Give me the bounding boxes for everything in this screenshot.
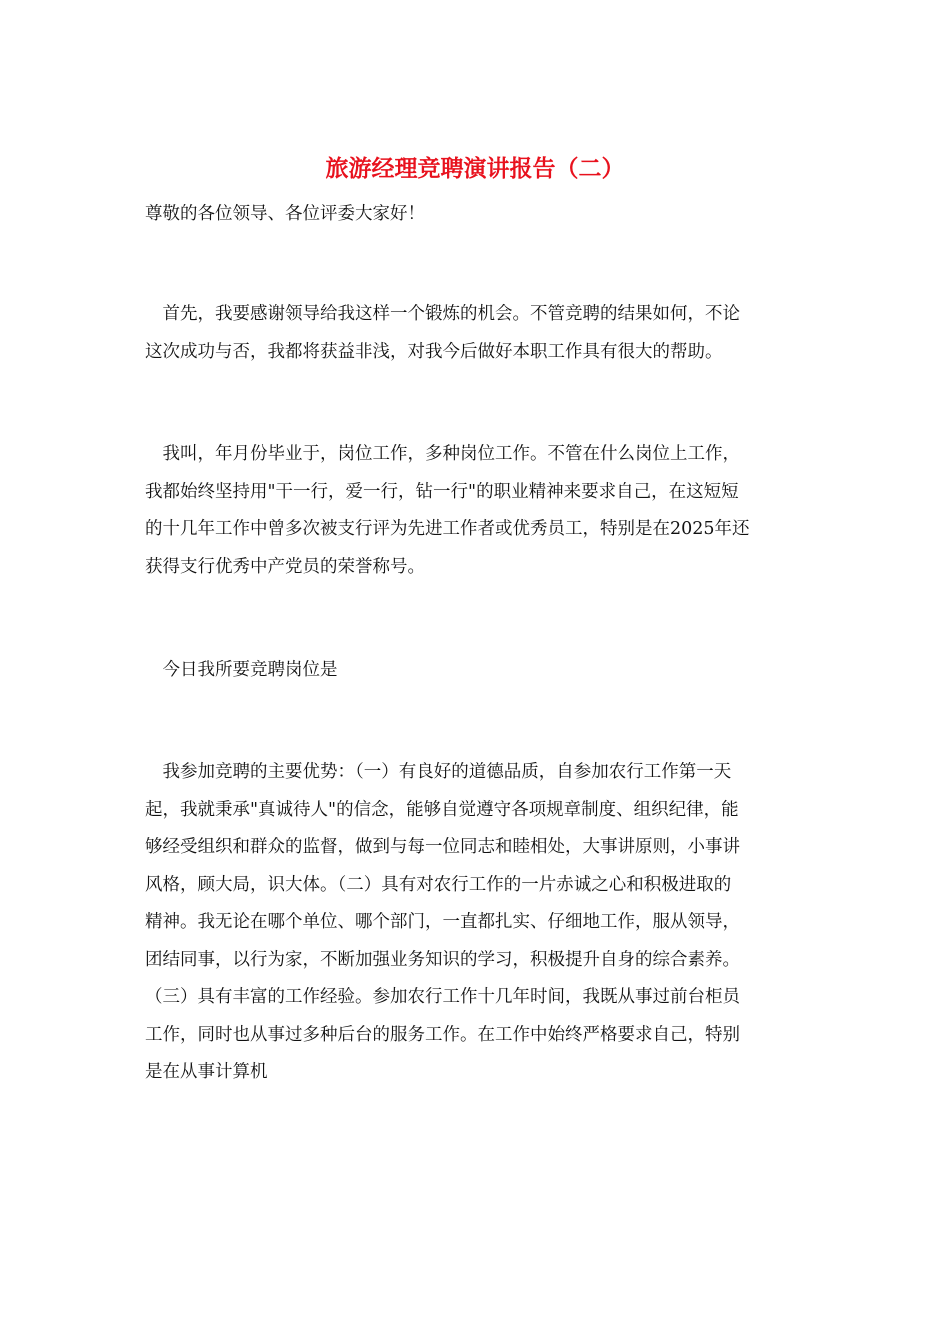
paragraph-line: 我叫，年月份毕业于，岗位工作，多种岗位工作。不管在什么岗位上工作， [145,444,740,464]
paragraph-line: 够经受组织和群众的监督，做到与每一位同志和睦相处，大事讲原则，小事讲 [145,837,740,857]
paragraph-line: 起，我就秉承"真诚待人"的信念，能够自觉遵守各项规章制度、组织纪律，能 [145,799,739,820]
paragraph-introduction [145,436,810,586]
paragraph-line: 首先，我要感谢领导给我这样一个锻炼的机会。不管竞聘的结果如何，不论 [145,304,740,324]
paragraph-line: 团结同事，以行为家，不断加强业务知识的学习，积极提升自身的综合素养。 [145,949,740,970]
paragraph-line: （三）具有丰富的工作经验。参加农行工作十几年时间，我既从事过前台柜员 [145,987,740,1007]
paragraph-line: 今日我所要竞聘岗位是 [145,660,338,680]
paragraph-line: 我参加竞聘的主要优势：（一）有良好的道德品质，自参加农行工作第一天 [145,762,732,782]
greeting: 尊敬的各位领导、各位评委大家好！ [145,204,425,224]
paragraph-line: 是在从事计算机 [145,1062,268,1082]
paragraph-gratitude [145,296,810,371]
paragraph-line: 精神。我无论在哪个单位、哪个部门，一直都扎实、仔细地工作，服从领导， [145,912,740,932]
paragraph-advantages [145,754,810,1092]
paragraph-line: 工作，同时也从事过多种后台的服务工作。在工作中始终严格要求自己，特别 [145,1024,740,1045]
paragraph-line: 这次成功与否，我都将获益非浅，对我今后做好本职工作具有很大的帮助。 [145,341,723,362]
paragraph-line: 获得支行优秀中产党员的荣誉称号。 [145,556,425,577]
paragraph-position [145,652,810,690]
document-title: 旅游经理竞聘演讲报告（二） [325,155,625,182]
paragraph-line: 的十几年工作中曾多次被支行评为先进工作者或优秀员工，特别是在2025年还 [145,519,750,539]
paragraph-line: 风格，顾大局，识大体。（二）具有对农行工作的一片赤诚之心和积极进取的 [145,874,732,895]
paragraph-line: 我都始终坚持用"干一行，爱一行，钻一行"的职业精神来要求自己，在这短短 [145,481,739,502]
